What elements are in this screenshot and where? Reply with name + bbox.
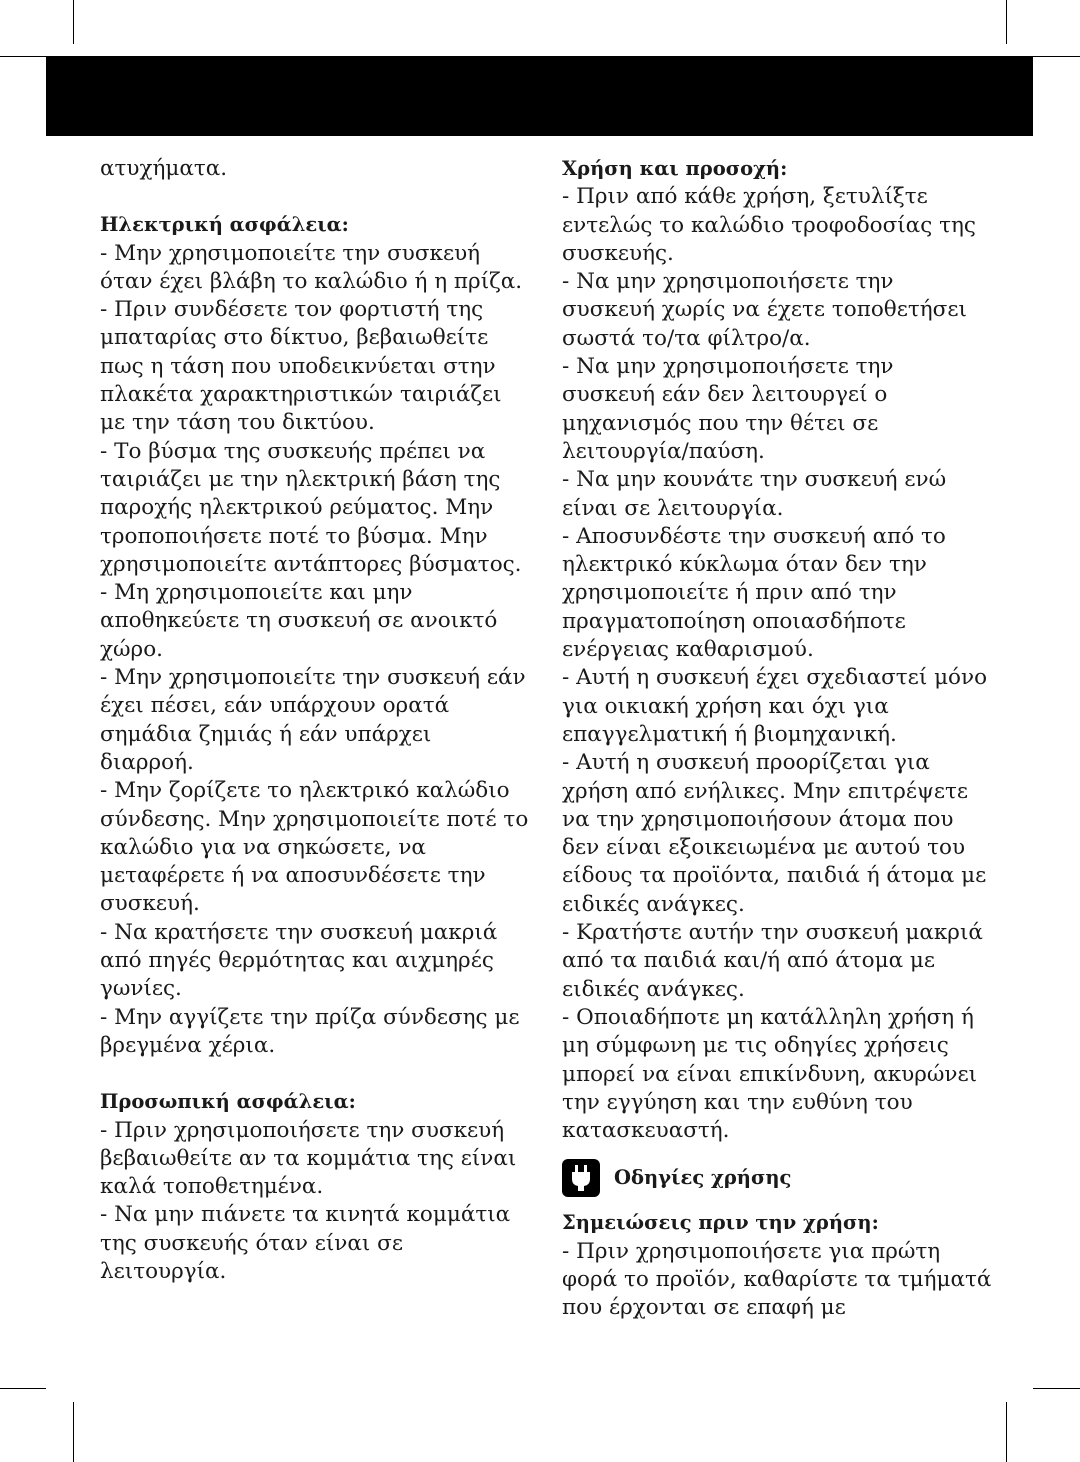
crop-mark xyxy=(1033,56,1080,57)
personal-item: - Πριν χρησιμοποιήσετε την συσκευή βεβαιωθείτε αν τα κομμάτια της είναι καλά τοποθετημένα. xyxy=(100,1117,517,1200)
notes-heading: Σημειώσεις πριν την χρήση: xyxy=(562,1211,879,1235)
personal-safety-heading: Προσωπική ασφάλεια: xyxy=(100,1090,356,1114)
electrical-item: - Μην ζορίζετε το ηλεκτρικό καλώδιο σύνδεσης. Μην χρησιμοποιείτε ποτέ το καλώδιο για να σηκώσετε, να μεταφέρετε ή να αποσυνδέσετε την συσκευή. xyxy=(100,778,529,917)
usage-item: - Αυτή η συσκευή προορίζεται για χρήση από ενήλικες. Μην επιτρέψετε να την χρησιμοποιήσουν άτομα που δεν είναι εξοικειωμένα με αυτού του είδους τα προϊόντα, παιδιά ή άτομα με ειδικές ανάγκες. xyxy=(562,750,987,917)
crop-mark xyxy=(1033,1388,1080,1389)
personal-item: - Να μην πιάνετε τα κινητά κομμάτια της συσκευής όταν είναι σε λειτουργία. xyxy=(100,1202,511,1284)
usage-item: - Να μην χρησιμοποιήσετε την συσκευή χωρίς να έχετε τοποθετήσει σωστά το/τα φίλτρο/α. xyxy=(562,269,967,351)
crop-mark xyxy=(1006,1402,1007,1462)
left-column xyxy=(100,155,530,1286)
header-bar xyxy=(46,56,1033,136)
usage-item: - Να μην χρησιμοποιήσετε την συσκευή εάν δεν λειτουργεί ο μηχανισμός που την θέτει σε λειτουργία/παύση. xyxy=(562,354,894,464)
usage-item: - Πριν από κάθε χρήση, ξετυλίξτε εντελώς το καλώδιο τροφοδοσίας της συσκευής. xyxy=(562,184,976,266)
electrical-item: - Μην αγγίζετε την πρίζα σύνδεσης με βρεγμένα χέρια. xyxy=(100,1004,520,1058)
usage-item: - Να μην κουνάτε την συσκευή ενώ είναι σε λειτουργία. xyxy=(562,467,947,521)
usage-item: - Αποσυνδέστε την συσκευή από το ηλεκτρικό κύκλωμα όταν δεν την χρησιμοποιείτε ή πριν από την πραγματοποίηση οποιασδήποτε ενέργειας καθαρισμού. xyxy=(562,523,946,663)
crop-mark xyxy=(1006,0,1007,44)
usage-item: - Αυτή η συσκευή έχει σχεδιαστεί μόνο για οικιακή χρήση και όχι για επαγγελματική ή βιομηχανική. xyxy=(562,665,988,747)
electrical-item: - Το βύσμα της συσκευής πρέπει να ταιριάζει με την ηλεκτρική βάση της παροχής ηλεκτρικού ρεύματος. Μην τροποποιήσετε ποτέ το βύσμα. Μην χρησιμοποιείτε αντάπτορες βύσματος. xyxy=(100,438,522,577)
electrical-item: - Πριν συνδέσετε τον φορτιστή της μπαταρίας στο δίκτυο, βεβαιωθείτε πως η τάση που υποδεικνύεται στην πλακέτα χαρακτηριστικών ταιριάζει με την τάση του δικτύου. xyxy=(100,297,502,436)
right-column xyxy=(562,155,992,1323)
electrical-safety-heading: Ηλεκτρική ασφάλεια: xyxy=(100,213,349,237)
usage-item: - Κρατήστε αυτήν την συσκευή μακριά από τα παιδιά και/ή από άτομα με ειδικές ανάγκες. xyxy=(562,920,983,1002)
usage-heading: Χρήση και προσοχή: xyxy=(562,157,788,180)
electrical-item: - Μην χρησιμοποιείτε την συσκευή εάν έχει πέσει, εάν υπάρχουν ορατά σημάδια ζημιάς ή εάν υπάρχει διαρροή. xyxy=(100,665,526,775)
notes-item: - Πριν χρησιμοποιήσετε για πρώτη φορά το προϊόν, καθαρίστε τα τμήματά που έρχονται σε επαφή με xyxy=(562,1238,992,1321)
crop-mark xyxy=(73,1402,74,1462)
instructions-title: Οδηγίες χρήσης xyxy=(614,1166,792,1190)
crop-mark xyxy=(0,1388,46,1389)
electrical-item: - Μη χρησιμοποιείτε και μην αποθηκεύετε τη συσκευή σε ανοικτό χώρο. xyxy=(100,580,498,662)
usage-item: - Οποιαδήποτε μη κατάλληλη χρήση ή μη σύμφωνη με τις οδηγίες χρήσεις μπορεί να είναι επικίνδυνη, ακυρώνει την εγγύηση και την ευθύνη του κατασκευαστή. xyxy=(562,1004,978,1144)
crop-mark xyxy=(0,56,46,57)
lead-text: ατυχήματα. xyxy=(100,156,228,181)
electrical-item: - Να κρατήσετε την συσκευή μακριά από πηγές θερμότητας και αιχμηρές γωνίες. xyxy=(100,919,498,1002)
instructions-section xyxy=(562,1159,992,1197)
plug-icon xyxy=(562,1159,600,1197)
electrical-item: - Μην χρησιμοποιείτε την συσκευή όταν έχει βλάβη το καλώδιο ή η πρίζα. xyxy=(100,240,523,294)
crop-mark xyxy=(73,0,74,44)
